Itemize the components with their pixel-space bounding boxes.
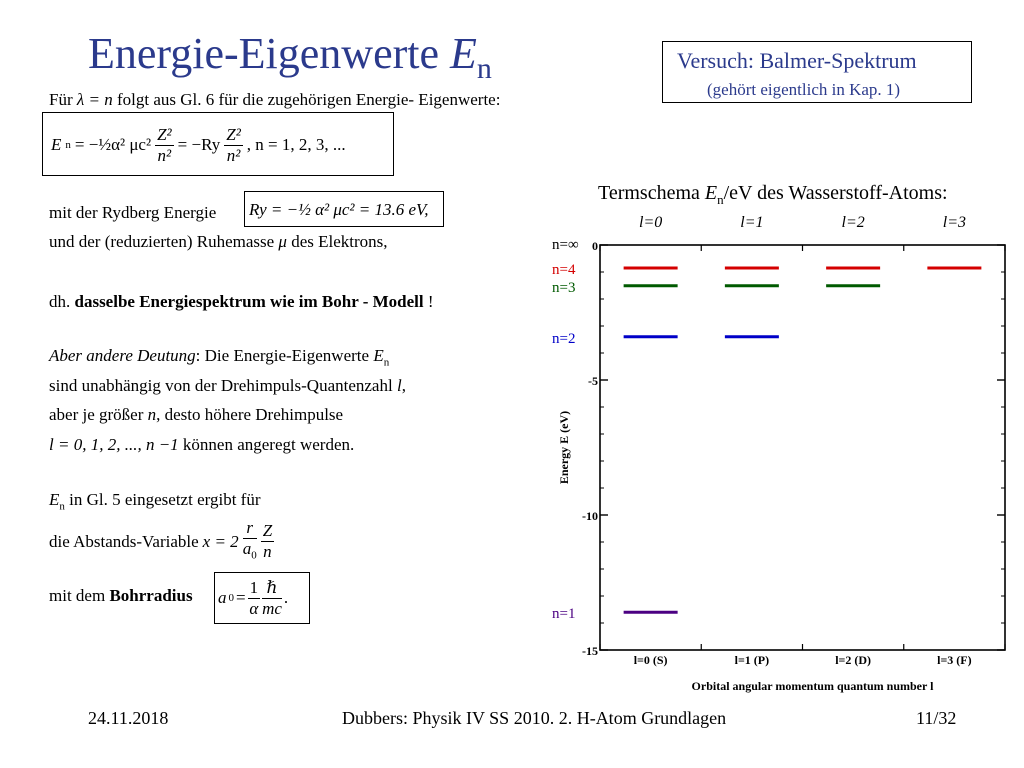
level-label: n=4 — [552, 261, 576, 278]
frac1-den: n² — [157, 145, 172, 165]
bohrradius-formula-box — [214, 572, 310, 624]
chart-title-prefix: Termschema — [598, 182, 705, 204]
energy-formula — [51, 121, 346, 169]
column-label-bottom: l=1 (P) — [734, 653, 770, 667]
en-symbol: E — [49, 490, 60, 509]
column-label-bottom: l=0 (S) — [633, 653, 668, 667]
text-bohr-model — [49, 292, 434, 312]
text-n-larger — [49, 405, 343, 425]
text-abstand — [49, 518, 274, 565]
line1-math: λ = n — [76, 90, 113, 109]
versuch-note: (gehört eigentlich in Kap. 1) — [707, 80, 901, 99]
text-en-inserted — [49, 490, 261, 512]
text-mass — [49, 232, 388, 252]
text-rydberg — [49, 203, 216, 223]
frac2-num: Z² — [226, 124, 241, 144]
mass-symbol: μ — [278, 232, 287, 251]
bohrradius-bold: Bohrradius — [109, 586, 193, 605]
en-sub: n — [59, 500, 65, 513]
line-l-text: sind unabhängig von der Drehimpuls-Quantenzahl — [49, 376, 397, 395]
line-n-suffix: , desto höhere Drehimpulse — [156, 405, 344, 424]
line-range-math: l = 0, 1, 2, ..., n −1 — [49, 435, 179, 454]
formula-lhs-sub: n — [65, 139, 71, 151]
formula-lhs: E — [51, 135, 62, 154]
formula-eq2: = −Ry — [177, 135, 221, 154]
text-l-independence — [49, 376, 406, 396]
deutung-rest: : Die Energie-Eigenwerte — [195, 346, 374, 365]
formula-eq1: = −½α² μc² — [74, 135, 152, 154]
title-subscript: n — [476, 52, 492, 85]
title-symbol: E — [450, 29, 477, 78]
frac2-den: n² — [226, 145, 241, 165]
deutung-italic: Aber andere Deutung — [49, 346, 196, 365]
abstand-frac2-den: n — [263, 542, 272, 562]
column-label-top: l=3 — [942, 214, 966, 231]
abstand-frac1-den-sub: 0 — [251, 549, 257, 562]
formula-frac1 — [155, 125, 174, 166]
footer-page-number: 11/32 — [916, 708, 957, 728]
x-axis-label: Orbital angular momentum quantum number l — [691, 679, 934, 693]
versuch-box — [662, 41, 972, 103]
en-rest: in Gl. 5 eingesetzt ergibt für — [64, 490, 261, 509]
frac1-num: Z² — [157, 124, 172, 144]
y-tick-label: -15 — [582, 644, 598, 658]
column-label-top: l=1 — [740, 214, 764, 231]
bohr-prefix: dh. — [49, 292, 75, 311]
y-tick-label: -10 — [582, 509, 598, 523]
term-scheme-chart — [540, 205, 1020, 700]
versuch-title: Versuch: Balmer-Spektrum — [677, 48, 917, 73]
deutung-sub: n — [383, 356, 390, 369]
chart-layer — [552, 214, 1005, 693]
text-line-1 — [49, 90, 500, 110]
energy-formula-box — [42, 112, 394, 176]
rydberg-formula: Ry = −½ α² μc² = 13.6 eV, — [249, 200, 429, 219]
bohrradius-frac1-den: α — [249, 598, 259, 618]
line-range-suffix: können angeregt werden. — [178, 435, 355, 454]
bohrradius-frac2-den: mc — [262, 598, 282, 618]
text-l-range — [49, 435, 354, 455]
line-n-prefix: aber je größer — [49, 405, 148, 424]
line1-prefix: Für — [49, 90, 77, 109]
level-label: n=1 — [552, 606, 576, 623]
bohrradius-frac1-num: 1 — [249, 577, 259, 597]
formula-range: , n = 1, 2, 3, ... — [246, 135, 346, 154]
mass-prefix: und der (reduzierten) Ruhemasse — [49, 232, 279, 251]
line-l-end: , — [401, 376, 406, 395]
bohrradius-lhs: a — [218, 588, 227, 607]
abstand-lhs: x = 2 — [202, 531, 239, 551]
y-axis-label: Energy E (eV) — [557, 410, 571, 485]
deutung-symbol: E — [373, 346, 384, 365]
abstand-frac2-num: Z — [262, 521, 273, 541]
bohrradius-prefix: mit dem — [49, 586, 110, 605]
abstand-frac1-den: a — [242, 539, 252, 558]
text-deutung — [49, 346, 389, 368]
level-label: n=2 — [552, 330, 576, 347]
rydberg-formula-box — [244, 191, 444, 227]
bohrradius-frac2-num: ℏ — [262, 578, 282, 599]
line-n-symbol: n — [147, 405, 157, 424]
bohrradius-frac1 — [248, 578, 261, 619]
column-label-top: l=2 — [841, 214, 865, 231]
mass-suffix: des Elektrons, — [286, 232, 388, 251]
bohr-bold: dasselbe Energiespektrum wie im Bohr - Modell — [74, 292, 424, 311]
level-label: n=∞ — [552, 237, 579, 253]
title-text: Energie-Eigenwerte — [88, 29, 451, 78]
formula-frac2 — [224, 125, 243, 166]
footer-date: 24.11.2018 — [88, 708, 169, 728]
line1-suffix: folgt aus Gl. 6 für die zugehörigen Energie- Eigenwerte: — [112, 90, 501, 109]
chart-title-symbol: E — [704, 182, 718, 204]
column-label-bottom: l=2 (D) — [835, 653, 872, 667]
bohrradius-lhs-sub: 0 — [228, 592, 234, 604]
abstand-frac2 — [261, 521, 274, 562]
bohr-suffix: ! — [423, 292, 434, 311]
chart-title-sub: n — [717, 192, 724, 207]
footer-course: Dubbers: Physik IV SS 2010. 2. H-Atom Grundlagen — [342, 708, 727, 728]
column-label-top: l=0 — [639, 214, 663, 231]
chart-title-suffix: /eV des Wasserstoff-Atoms: — [723, 182, 948, 204]
level-label: n=3 — [552, 279, 576, 296]
text-bohrradius — [49, 586, 193, 606]
bohrradius-frac2 — [262, 578, 282, 619]
bohrradius-eq: = — [236, 588, 246, 607]
plot-frame — [600, 245, 1005, 650]
abstand-frac1-num: r — [243, 518, 257, 539]
y-tick-label: 0 — [592, 239, 598, 253]
y-tick-label: -5 — [588, 374, 598, 388]
bohrradius-end: . — [283, 588, 289, 607]
abstand-frac1 — [243, 518, 257, 565]
line-l-symbol: l — [396, 376, 402, 395]
rydberg-prefix: mit der Rydberg Energie — [49, 203, 217, 222]
column-label-bottom: l=3 (F) — [937, 653, 972, 667]
page-title — [88, 28, 492, 85]
abstand-prefix: die Abstands-Variable — [49, 531, 199, 551]
